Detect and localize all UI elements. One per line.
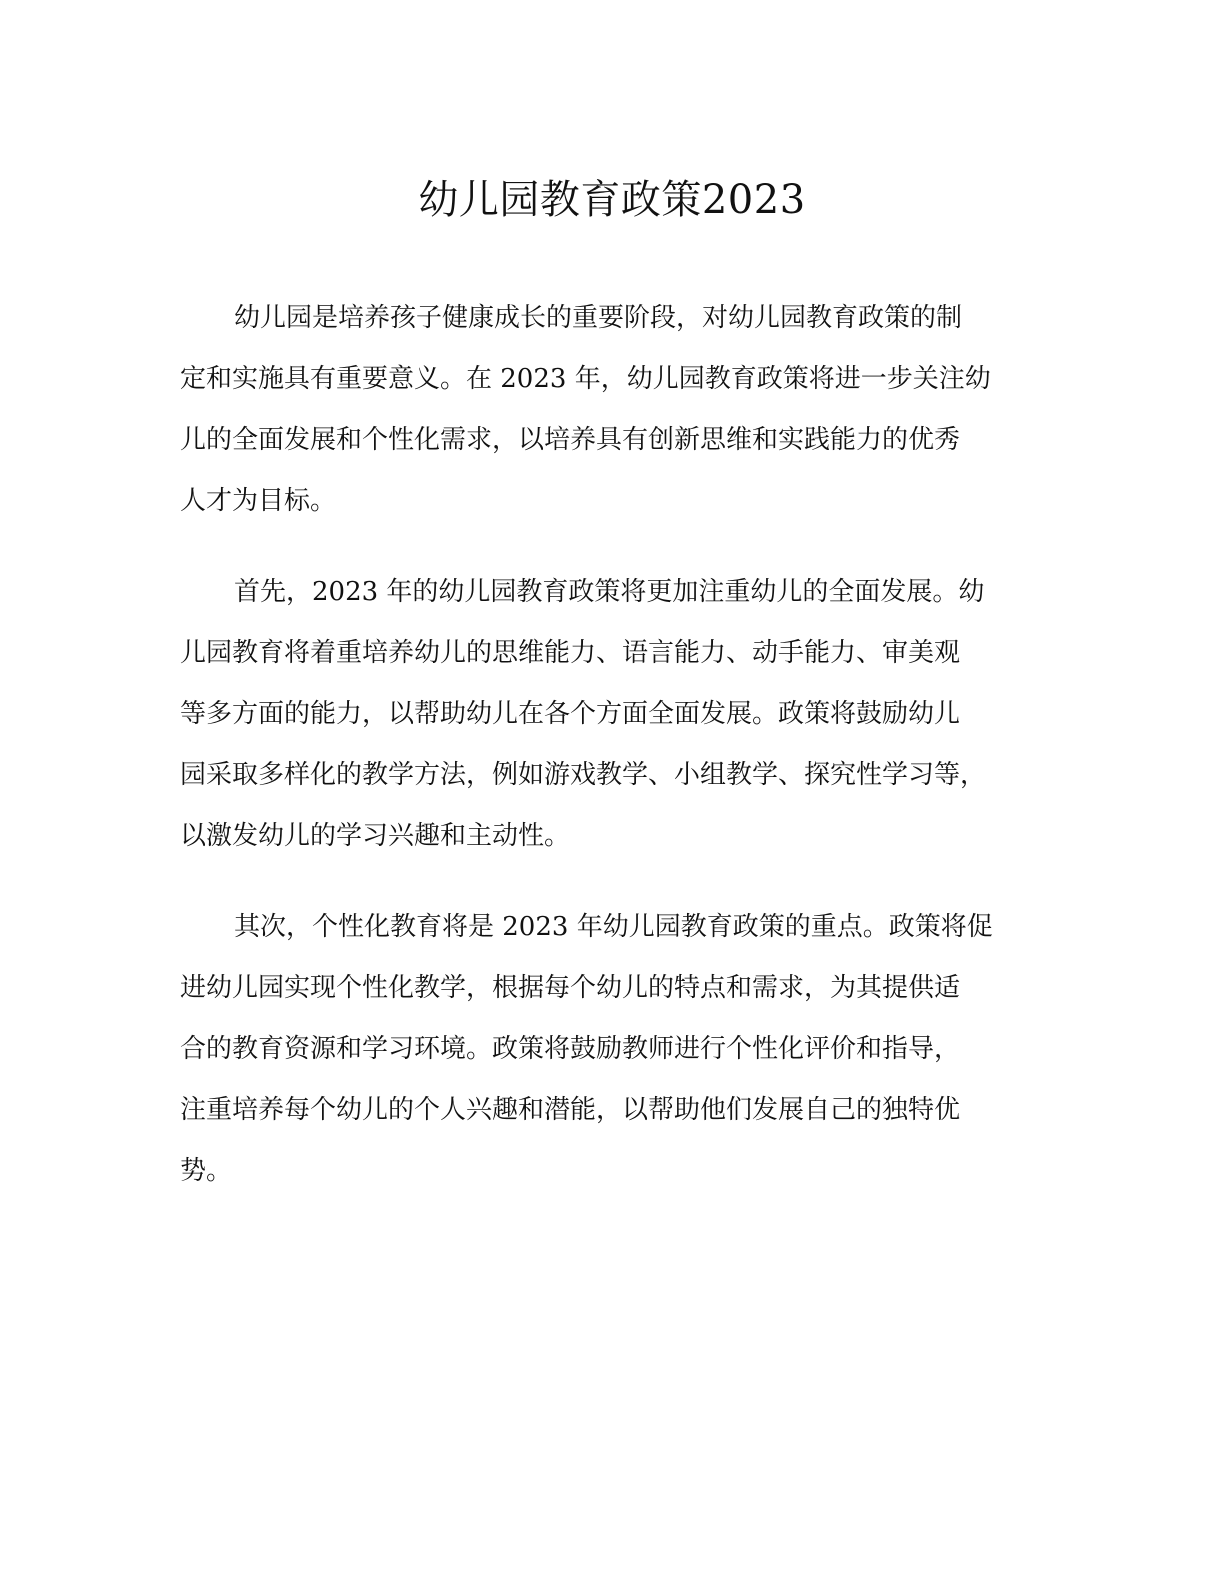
paragraph-line: 园采取多样化的教学方法，例如游戏教学、小组教学、探究性学习等， <box>180 760 987 790</box>
paragraph-line: 人才为目标。 <box>180 486 337 516</box>
document-title: 幼儿园教育政策2023 <box>418 177 806 223</box>
paragraph-line: 首先，2023 年的幼儿园教育政策将更加注重幼儿的全面发展。幼 <box>234 577 985 607</box>
paragraph-3 <box>180 897 1050 1202</box>
paragraph-line: 幼儿园是培养孩子健康成长的重要阶段，对幼儿园教育政策的制 <box>234 303 963 333</box>
paragraph-line: 儿园教育将着重培养幼儿的思维能力、语言能力、动手能力、审美观 <box>180 638 961 668</box>
paragraph-line: 定和实施具有重要意义。在 2023 年，幼儿园教育政策将进一步关注幼 <box>180 364 991 394</box>
paragraph-line: 儿的全面发展和个性化需求，以培养具有创新思维和实践能力的优秀 <box>180 425 961 455</box>
paragraph-line: 注重培养每个幼儿的个人兴趣和潜能，以帮助他们发展自己的独特优 <box>180 1095 961 1125</box>
document-body <box>180 288 1050 1202</box>
paragraph-2 <box>180 562 1050 867</box>
paragraph-1 <box>180 288 1050 532</box>
paragraph-line: 合的教育资源和学习环境。政策将鼓励教师进行个性化评价和指导， <box>180 1034 961 1064</box>
paragraph-line: 其次，个性化教育将是 2023 年幼儿园教育政策的重点。政策将促 <box>234 912 993 942</box>
paragraph-spacer <box>180 532 1050 562</box>
paragraph-spacer <box>180 867 1050 897</box>
paragraph-line: 势。 <box>180 1156 233 1186</box>
paragraph-line: 以激发幼儿的学习兴趣和主动性。 <box>180 821 571 851</box>
paragraph-line: 进幼儿园实现个性化教学，根据每个幼儿的特点和需求，为其提供适 <box>180 973 961 1003</box>
paragraph-line: 等多方面的能力，以帮助幼儿在各个方面全面发展。政策将鼓励幼儿 <box>180 699 961 729</box>
